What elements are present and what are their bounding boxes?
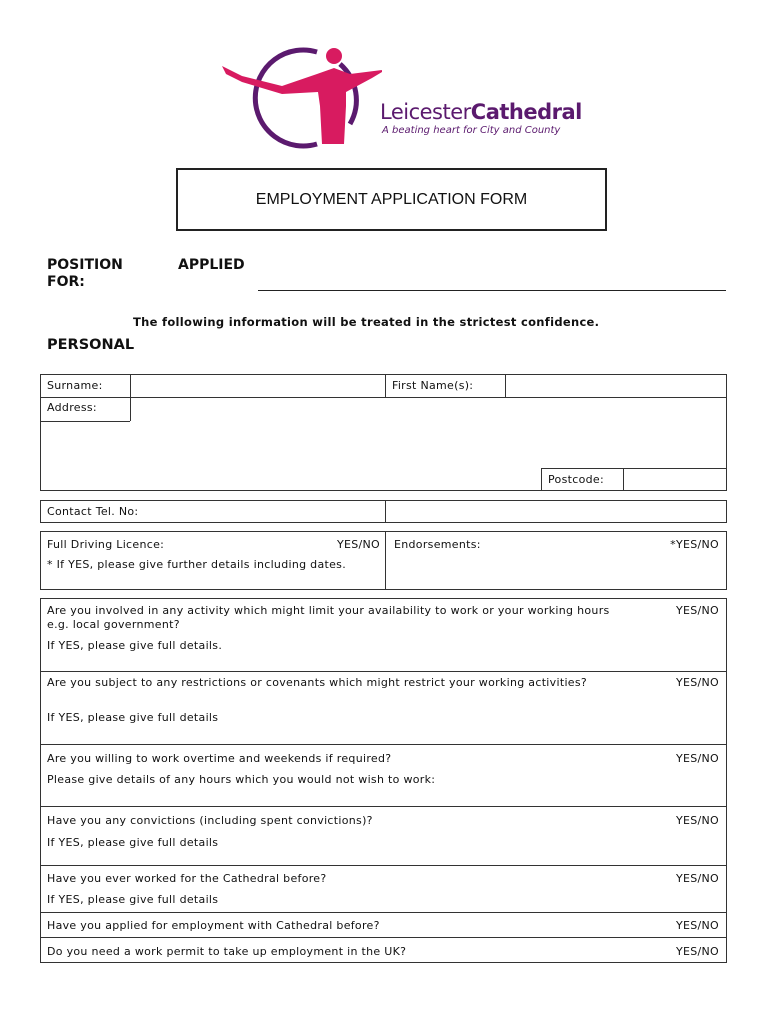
logo-wordmark: LeicesterCathedral — [380, 100, 582, 124]
first-names-label: First Name(s): — [392, 379, 474, 392]
driving-licence-label: Full Driving Licence: — [47, 538, 165, 551]
question-convictions-yesno[interactable]: YES/NO — [675, 814, 719, 827]
cathedral-emblem-icon — [222, 44, 382, 154]
position-label: POSITION FOR: — [47, 257, 123, 290]
question-availability-detail: If YES, please give full details. — [47, 639, 223, 652]
endorsements-label: Endorsements: — [394, 538, 481, 551]
driving-licence-box — [40, 531, 727, 590]
question-availability: Are you involved in any activity which might limit your availability to work or your working hours e.g. local government? — [47, 604, 610, 631]
question-applied-before-yesno[interactable]: YES/NO — [675, 919, 719, 932]
postcode-field[interactable] — [625, 470, 725, 489]
driving-licence-yesno[interactable]: YES/NO — [336, 538, 380, 551]
question-overtime: Are you willing to work overtime and weekends if required? — [47, 752, 392, 765]
confidentiality-note: The following information will be treated in the strictest confidence. — [133, 315, 600, 329]
question-applied-before: Have you applied for employment with Cathedral before? — [47, 919, 380, 932]
first-names-field[interactable] — [507, 376, 725, 396]
address-label: Address: — [47, 401, 97, 414]
postcode-label: Postcode: — [548, 473, 604, 486]
question-convictions: Have you any convictions (including spent convictions)? — [47, 814, 373, 827]
position-applied-label: APPLIED — [178, 257, 245, 273]
section-personal-heading: PERSONAL — [47, 337, 135, 353]
position-input-line[interactable] — [258, 290, 726, 291]
question-restrictions-yesno[interactable]: YES/NO — [675, 676, 719, 689]
question-work-permit-yesno[interactable]: YES/NO — [675, 945, 719, 958]
question-work-permit: Do you need a work permit to take up employment in the UK? — [47, 945, 407, 958]
name-address-box — [40, 374, 727, 491]
questions-box — [40, 598, 727, 963]
address-field[interactable] — [132, 399, 724, 467]
question-restrictions-detail: If YES, please give full details — [47, 711, 219, 724]
form-title: EMPLOYMENT APPLICATION FORM — [176, 168, 607, 231]
contact-tel-field[interactable] — [387, 502, 725, 522]
cathedral-logo — [222, 44, 582, 154]
question-worked-before-detail: If YES, please give full details — [47, 893, 219, 906]
question-restrictions: Are you subject to any restrictions or covenants which might restrict your working activities? — [47, 676, 588, 689]
endorsements-yesno[interactable]: *YES/NO — [670, 538, 719, 551]
question-availability-yesno[interactable]: YES/NO — [675, 604, 719, 617]
driving-licence-details: * If YES, please give further details including dates. — [47, 558, 347, 571]
logo-tagline: A beating heart for City and County — [382, 125, 561, 136]
question-worked-before-yesno[interactable]: YES/NO — [675, 872, 719, 885]
contact-tel-label: Contact Tel. No: — [47, 505, 139, 518]
surname-label: Surname: — [47, 379, 103, 392]
contact-tel-box — [40, 500, 727, 523]
surname-field[interactable] — [132, 376, 383, 396]
question-convictions-detail: If YES, please give full details — [47, 836, 219, 849]
question-overtime-yesno[interactable]: YES/NO — [675, 752, 719, 765]
question-overtime-detail: Please give details of any hours which you would not wish to work: — [47, 773, 436, 786]
question-worked-before: Have you ever worked for the Cathedral before? — [47, 872, 327, 885]
